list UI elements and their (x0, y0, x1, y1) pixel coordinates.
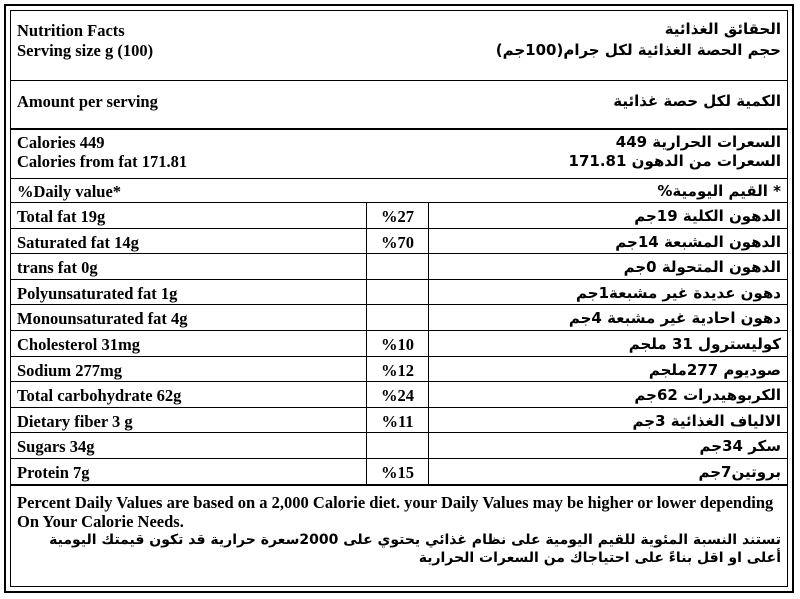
nutrient-name-en: trans fat 0g (17, 258, 98, 278)
nutrient-name-ar: دهون احادية غير مشبعة 4جم (568, 309, 781, 328)
daily-value-percent: %12 (366, 357, 429, 383)
daily-value-percent: %24 (366, 382, 429, 408)
daily-value-header (11, 178, 787, 203)
footer-section (11, 484, 787, 586)
nutrition-label (4, 4, 794, 593)
calories-from-fat-en: Calories from fat 171.81 (17, 152, 188, 171)
calories-section (11, 128, 787, 180)
table-row (11, 407, 787, 434)
footer-note-ar: تستند النسبة المئوية للقيم اليومية على نظام غذائي يحتوي على 2000سعرة حرارية قد تكون قيمتك اليومية أعلى او اقل بناءً على احتياجاك من السعرات الحرارية (49, 532, 781, 566)
nutrient-name-en: Polyunsaturated fat 1g (17, 283, 178, 303)
daily-value-percent (366, 254, 429, 280)
nutrient-name-en: Sugars 34g (17, 437, 95, 457)
nutrient-name-ar: الكربوهيدرات 62جم (634, 386, 781, 405)
table-row (11, 330, 787, 357)
daily-value-percent (366, 433, 429, 459)
nutrient-name-en: Saturated fat 14g (17, 232, 139, 252)
daily-value-en: %Daily value* (17, 182, 122, 201)
daily-value-percent: %70 (366, 229, 429, 255)
calories-from-fat-ar: السعرات من الدهون 171.81 (568, 152, 781, 170)
nutrient-name-en: Total fat 19g (17, 207, 106, 226)
daily-value-percent: %11 (366, 408, 429, 434)
nutrient-name-ar: سكر 34جم (699, 437, 781, 456)
table-row (11, 381, 787, 408)
table-row (11, 432, 787, 459)
nutrient-name-ar: الالياف الغذائية 3جم (632, 411, 781, 430)
nutrient-name-en: Dietary fiber 3 g (17, 411, 133, 431)
nutrient-name-ar: بروتين7جم (698, 463, 781, 481)
nutrient-name-en: Sodium 277mg (17, 360, 122, 380)
daily-value-percent (366, 305, 429, 331)
calories-ar: السعرات الحرارية 449 (615, 133, 781, 151)
nutrient-name-ar: الدهون المشبعة 14جم (615, 232, 781, 251)
footer-note-en: Percent Daily Values are based on a 2,000 Calorie diet. your Daily Values may be higher or lower depending On Your Calorie Needs. (17, 493, 774, 531)
serving-size-en: Serving size g (100) (17, 41, 154, 60)
table-row (11, 279, 787, 306)
nutrient-name-en: Total carbohydrate 62g (17, 386, 182, 406)
serving-size-ar: حجم الحصة الغذائية لكل جرام(100جم) (495, 41, 781, 59)
amount-ar: الكمية لكل حصة غذائية (613, 92, 781, 110)
table-row (11, 304, 787, 331)
daily-value-ar: * القيم اليومية% (657, 182, 781, 200)
nutrient-name-en: Cholesterol 31mg (17, 335, 140, 354)
nutrient-name-en: Protein 7g (17, 463, 90, 482)
nutrient-name-en: Monounsaturated fat 4g (17, 309, 188, 329)
amount-section (11, 80, 787, 129)
daily-value-percent (366, 280, 429, 306)
label-frame (10, 10, 788, 587)
daily-value-percent: %15 (366, 459, 429, 485)
daily-value-percent: %10 (366, 331, 429, 357)
table-row (11, 458, 787, 485)
amount-en: Amount per serving (17, 92, 158, 111)
table-row (11, 356, 787, 383)
nutrient-name-ar: دهون عديدة غير مشبعة1جم (576, 283, 781, 302)
title-en: Nutrition Facts (17, 21, 125, 40)
nutrient-name-ar: الدهون المتحولة 0جم (623, 258, 781, 277)
title-ar: الحقائق الغذائية (664, 20, 781, 38)
nutrient-name-ar: صوديوم 277ملجم (648, 360, 781, 379)
nutrient-name-ar: كوليسترول 31 ملجم (628, 335, 781, 353)
nutrient-name-ar: الدهون الكلية 19جم (634, 207, 781, 225)
daily-value-percent: %27 (366, 203, 429, 229)
calories-en: Calories 449 (17, 133, 105, 152)
table-row (11, 228, 787, 255)
table-row (11, 202, 787, 229)
table-row (11, 253, 787, 280)
